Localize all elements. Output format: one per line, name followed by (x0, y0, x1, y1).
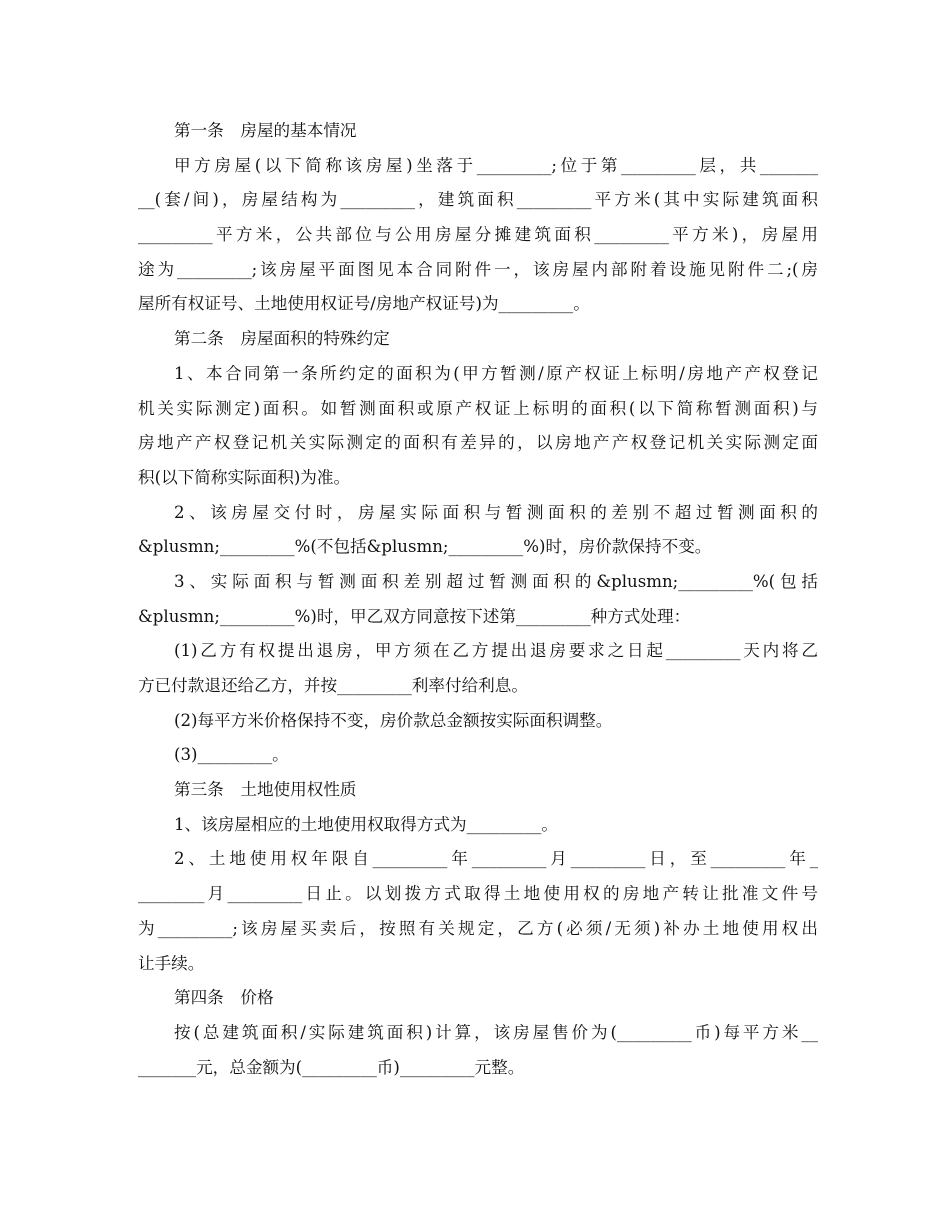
paragraph-line: 方已付款退还给乙方，并按_________利率付给利息。 (138, 676, 528, 695)
paragraph-line: 2、土地使用权年限自_________年_________月_________日，至_________年_ (174, 849, 818, 869)
paragraph-line: &plusmn;_________%(不包括&plusmn;_________%)时，房价款保持不变。 (138, 537, 712, 557)
paragraph-line: 3、实际面积与暂测面积差别超过暂测面积的&plusmn;_________%(包括 (174, 571, 818, 591)
paragraph-line: (1)乙方有权提出退房，甲方须在乙方提出退房要求之日起_________天内将乙 (174, 641, 818, 661)
article-1-heading: 第一条 房屋的基本情况 (174, 121, 357, 140)
paragraph-line: (2)每平方米价格保持不变，房价款总金额按实际面积调整。 (174, 710, 613, 730)
paragraph-line: 房地产产权登记机关实际测定的面积有差异的，以房地产产权登记机关实际测定面 (138, 433, 818, 453)
paragraph-line: 甲方房屋(以下简称该房屋)坐落于_________;位于第_________层，共_______ (174, 155, 818, 175)
paragraph-line: 按(总建筑面积/实际建筑面积)计算，该房屋售价为(_________币)每平方米__ (174, 1022, 818, 1042)
paragraph-line: (3)_________。 (174, 745, 289, 765)
paragraph-line: &plusmn;_________%)时，甲乙双方同意按下述第_________种方式处理： (138, 606, 691, 626)
paragraph-line: 为_________;该房屋买卖后，按照有关规定，乙方(必须/无须)补办土地使用权出 (138, 918, 818, 938)
paragraph-line: 1、本合同第一条所约定的面积为(甲方暂测/原产权证上标明/房地产产权登记 (174, 363, 818, 383)
article-3-heading: 第三条 土地使用权性质 (174, 780, 357, 800)
paragraph-line: ________月_________日止。以划拨方式取得土地使用权的房地产转让批准文件号 (138, 884, 818, 904)
paragraph-line: 屋所有权证号、土地使用权证号/房地产权证号)为_________。 (138, 294, 590, 314)
paragraph-line: 2、该房屋交付时，房屋实际面积与暂测面积的差别不超过暂测面积的 (174, 502, 818, 522)
paragraph-line: _______元，总金额为(_________币)_________元整。 (138, 1057, 525, 1077)
paragraph-line: 机关实际测定)面积。如暂测面积或原产权证上标明的面积(以下简称暂测面积)与 (138, 398, 818, 418)
paragraph-line: _________平方米，公共部位与公用房屋分摊建筑面积_________平方米)，房屋用 (138, 225, 818, 245)
paragraph-line: 让手续。 (138, 953, 205, 973)
paragraph-line: 积(以下简称实际面积)为准。 (138, 467, 351, 487)
article-4-heading: 第四条 价格 (174, 988, 274, 1008)
article-2-heading: 第二条 房屋面积的特殊约定 (174, 329, 390, 349)
paragraph-line: __(套/间)，房屋结构为_________，建筑面积_________平方米(其中实际建筑面积 (138, 190, 818, 210)
contract-page (138, 114, 818, 1085)
paragraph-line: 1、该房屋相应的土地使用权取得方式为_________。 (174, 814, 558, 834)
paragraph-line: 途为_________;该房屋平面图见本合同附件一，该房屋内部附着设施见附件二;(房 (138, 259, 818, 279)
